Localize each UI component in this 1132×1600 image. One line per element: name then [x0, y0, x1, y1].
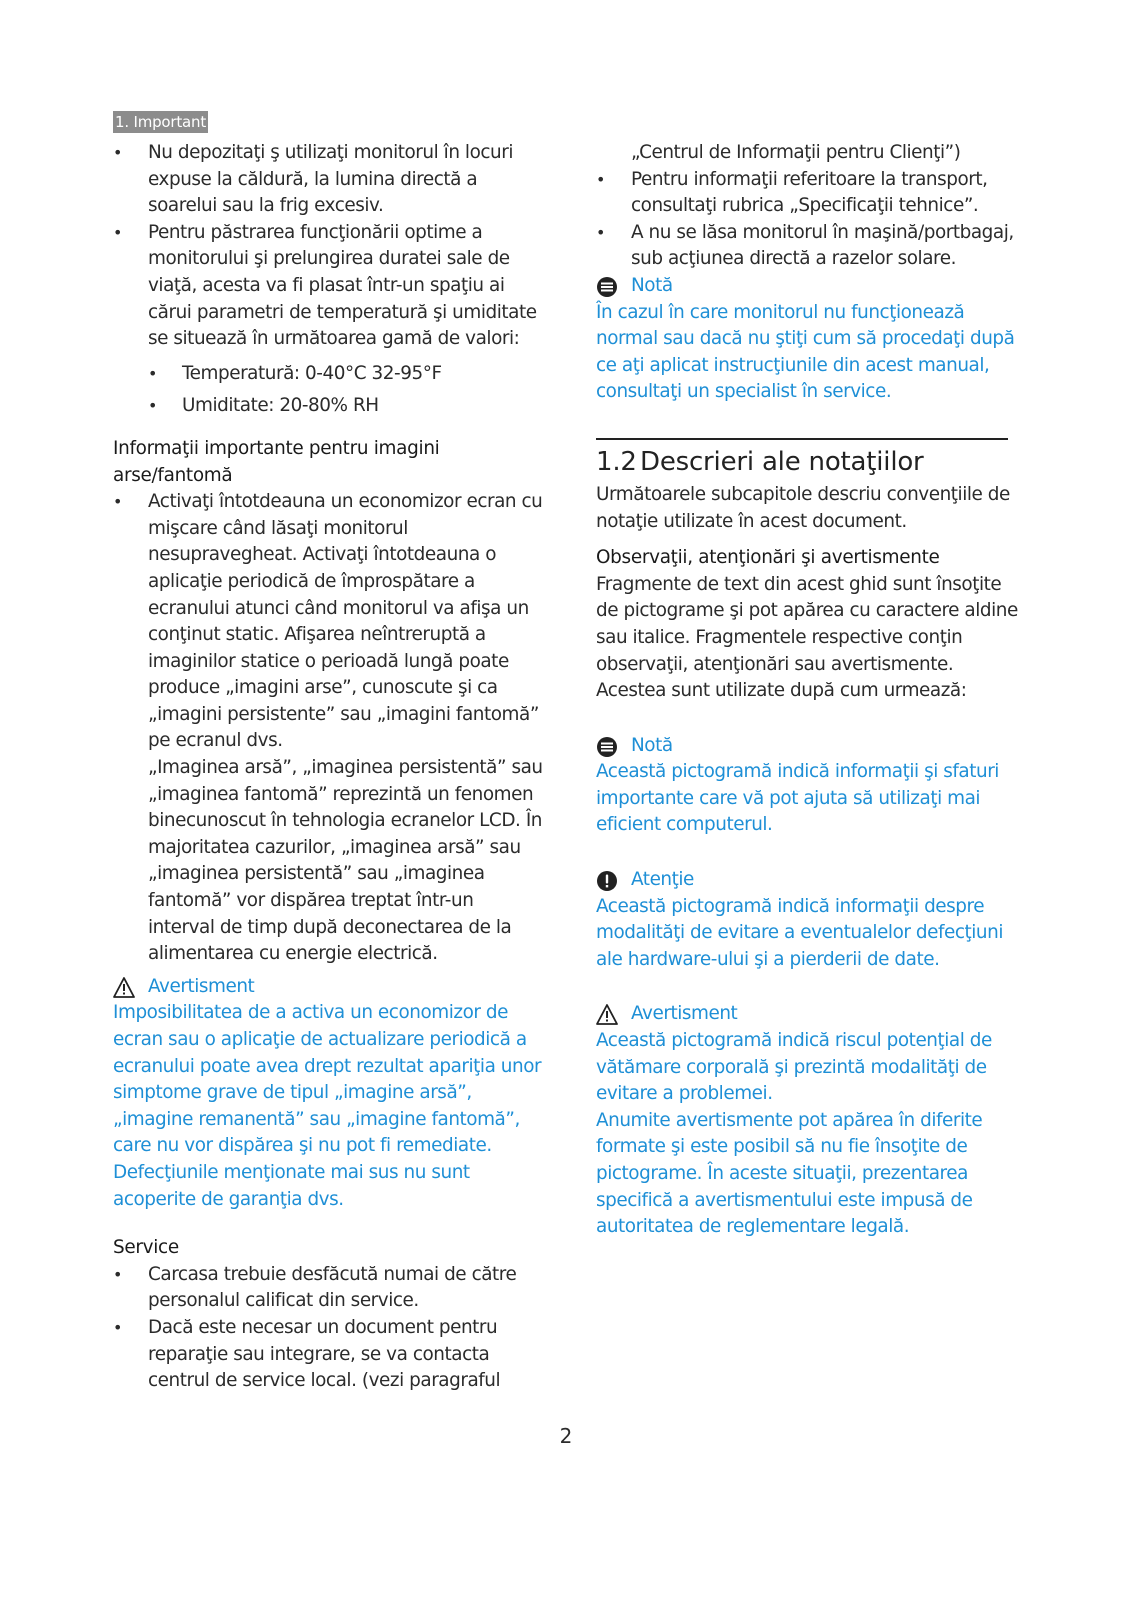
continuation-text: „Centrul de Informaţii pentru Clienţi”) [631, 142, 961, 163]
list-item: • A nu se lăsa monitorul în maşină/portbagaj, sub acţiunea directă a razelor solare. [596, 220, 1026, 273]
section-rule [596, 438, 1008, 440]
burn-in-bullet-list [113, 489, 543, 968]
warning-icon [596, 1004, 618, 1026]
note-text: Această pictogramă indică informaţii şi sfaturi importante care vă pot ajuta să utilizaţi mai eficient computerul. [596, 761, 999, 836]
left-column [113, 140, 543, 1395]
humidity-item: • Umiditate: 20-80% RH [148, 393, 543, 420]
warning-title: Avertisment [148, 975, 255, 997]
list-item: • Pentru păstrarea funcţionării optime a monitorului şi prelungirea duratei sale de viaţă, acesta va fi plasat într-un spaţiu ai cărui parametri de temperatură şi umiditate se situează în următoarea gamă de valori: [113, 220, 543, 353]
warning-icon [113, 977, 135, 999]
burn-in-paragraph-2: „Imaginea arsă”, „imaginea persistentă” sau „imaginea fantomă” reprezintă un fenomen binecunoscut în tehnologia ecranelor LCD. În majoritatea cazurilor, „imaginea arsă” sau „imaginea persistentă” sau „imaginea fantomă” vor dispărea treptat într-un interval de timp după deconectarea de la alimentarea cu energie electrică. [148, 757, 543, 965]
right-column [596, 140, 1026, 1241]
note-text: În cazul în care monitorul nu funcţionează normal sau dacă nu ştiţi cum să procedaţi după ce aţi aplicat instrucţiunile din acest manual, consultaţi un specialist în service. [596, 301, 1015, 403]
section-intro: Următoarele subcapitole descriu convenţiile de notaţie utilizate în acest document. [596, 483, 1010, 532]
warning-text: Imposibilitatea de a activa un economizor de ecran sau o aplicaţie de actualizare periodică a ecranului poate avea drept rezultat apariţia unor simptome grave de tipul „imagine arsă”, „imagine remanentă” sau „imagine fantomă”, care nu vor dispărea şi nu pot fi remediate. Defecţiunile menţionate mai sus nu sunt acoperite de garanţia dvs. [113, 1002, 542, 1210]
caution-icon [596, 870, 618, 892]
page-number: 2 [559, 1424, 573, 1448]
warning-heading [113, 974, 543, 1001]
observations-heading: Observaţii, atenţionări şi avertismente [596, 547, 940, 569]
note-heading [596, 733, 1026, 760]
note-title: Notă [631, 274, 673, 296]
list-item: • Nu depozitaţi ş utilizaţi monitorul în locuri expuse la căldură, la lumina directă a soarelui sau la frig excesiv. [113, 140, 543, 220]
storage-bullet-list [113, 140, 543, 353]
list-item: • Dacă este necesar un document pentru reparaţie sau integrare, se va contacta centrul de service local. (vezi paragraful [113, 1315, 543, 1395]
transport-bullet-list [596, 167, 1026, 273]
warning-heading [596, 1001, 1026, 1028]
service-heading: Service [113, 1237, 179, 1259]
note-heading [596, 273, 1026, 300]
warning-title: Avertisment [631, 1003, 738, 1025]
burn-in-heading: Informaţii importante pentru imagini arse/fantomă [113, 437, 440, 486]
list-item: • Carcasa trebuie desfăcută numai de către personalul calificat din service. [113, 1262, 543, 1315]
list-item: • Pentru informaţii referitoare la transport, consultaţi rubrica „Specificaţii tehnice”. [596, 167, 1026, 220]
note-icon [596, 736, 618, 758]
section-tag: 1. Important [115, 113, 207, 131]
service-bullet-list [113, 1262, 543, 1395]
caution-text: Această pictogramă indică informaţii despre modalităţi de evitare a eventualelor defecţiuni ale hardware-ului şi a pierderii de date. [596, 895, 1004, 970]
observations-text: Fragmente de text din acest ghid sunt însoţite de pictograme şi pot apărea cu caractere aldine sau italice. Fragmentele respective conţin observaţii, atenţionări sau avertismente. Acestea sunt utilizate după cum urmează: [596, 573, 1018, 702]
caution-heading [596, 867, 1026, 894]
note-title: Notă [631, 734, 673, 756]
range-sub-list [113, 361, 543, 420]
section-heading [596, 442, 1026, 482]
caution-title: Atenţie [631, 869, 694, 891]
section-title: Descrieri ale notaţiilor [640, 446, 924, 477]
warning-text-2: Anumite avertismente pot apărea în diferite formate şi este posibil să nu fie însoţite de pictograme. În aceste situaţii, prezentarea specifică a avertismentului este impusă de autoritatea de reglementare legală. [596, 1109, 983, 1238]
temperature-item: • Temperatură: 0-40°C 32-95°F [148, 361, 543, 388]
burn-in-paragraph-1: • Activaţi întotdeauna un economizor ecran cu mişcare când lăsaţi monitorul nesupravegheat. Activaţi întotdeauna o aplicaţie periodică de împrospătare a ecranului atunci când monitorul va afişa un conţinut static. Afişarea neîntreruptă a imaginilor statice o perioadă lungă poate produce „imagini arse”, cunoscute şi ca „imagini persistente” sau „imagini fantomă” pe ecranul dvs. [148, 491, 543, 752]
list-item [113, 489, 543, 968]
section-number: 1.2 [596, 446, 637, 477]
note-icon [596, 276, 618, 298]
warning-text-1: Această pictogramă indică riscul potenţial de vătămare corporală şi prezintă modalităţi de evitare a problemei. [596, 1030, 992, 1105]
